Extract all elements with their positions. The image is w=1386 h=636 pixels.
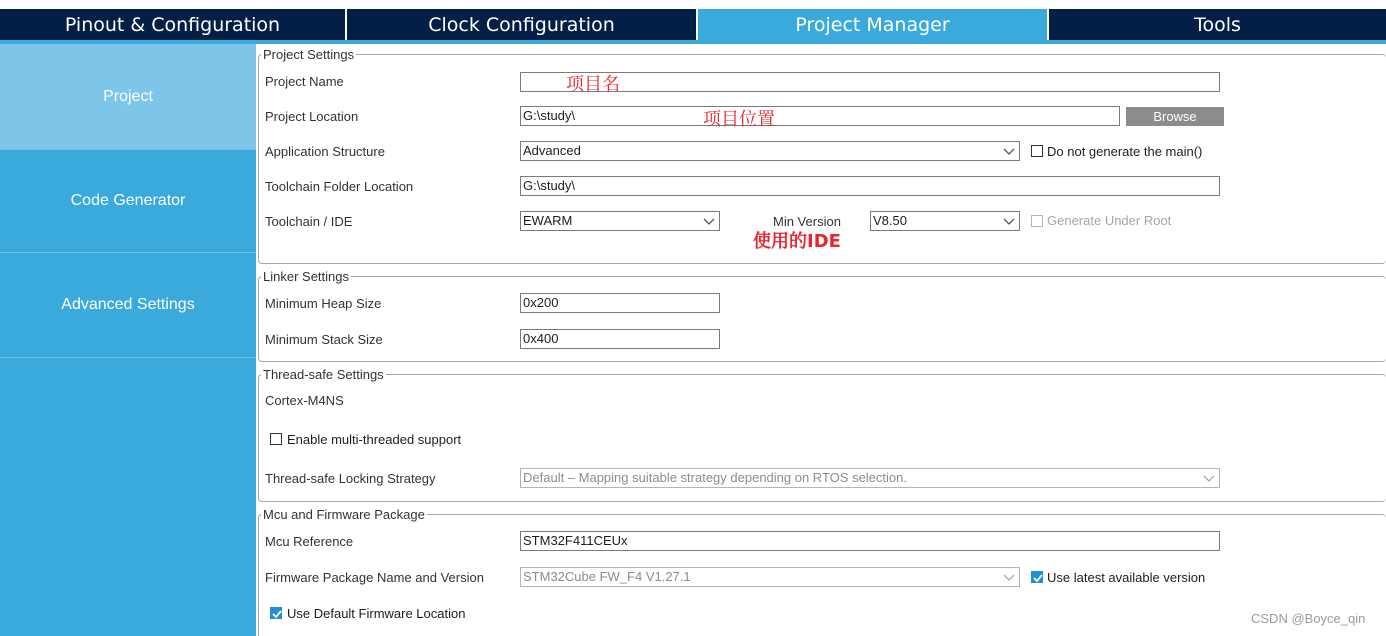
use-default-fw-checkbox[interactable]: [270, 607, 282, 619]
sidebar-item-advanced-settings[interactable]: [0, 253, 256, 358]
mcu-reference-label: Mcu Reference: [265, 534, 354, 549]
sidebar-item-project[interactable]: [0, 44, 256, 150]
chevron-down-icon: [1203, 472, 1215, 484]
chevron-down-icon: [1003, 145, 1015, 157]
multithread-checkbox[interactable]: [270, 433, 282, 445]
sidebar-item-code-generator[interactable]: [0, 150, 256, 253]
linker-settings-group: [258, 276, 1386, 362]
annotation-project-name: 项目名: [566, 74, 620, 95]
project-location-label: Project Location: [265, 109, 359, 124]
firmware-package-select[interactable]: [520, 567, 1020, 587]
use-latest-label: Use latest available version: [1047, 570, 1206, 585]
firmware-package-value: STM32Cube FW_F4 V1.27.1: [523, 569, 691, 584]
sidebar-item-label: Project: [103, 87, 153, 105]
thread-safe-settings-legend: Thread-safe Settings: [263, 367, 384, 382]
application-structure-label: Application Structure: [265, 144, 385, 159]
generate-under-root-checkbox[interactable]: [1031, 215, 1043, 227]
toolchain-ide-select[interactable]: [520, 211, 720, 231]
firmware-package-label: Firmware Package Name and Version: [265, 570, 484, 585]
min-version-select[interactable]: [870, 211, 1020, 231]
chevron-down-icon: [1003, 571, 1015, 583]
toolchain-folder-label: Toolchain Folder Location: [265, 179, 414, 194]
mcu-firmware-legend: Mcu and Firmware Package: [263, 507, 425, 522]
sidebar: [0, 44, 256, 636]
chevron-down-icon: [1003, 215, 1015, 227]
heap-size-input[interactable]: 0x200: [520, 293, 720, 313]
annotation-project-location: 项目位置: [703, 109, 775, 130]
toolchain-folder-input[interactable]: G:\study\: [520, 176, 1220, 196]
annotation-ide: 使用的IDE: [753, 231, 841, 252]
heap-size-label: Minimum Heap Size: [265, 296, 382, 311]
no-main-checkbox[interactable]: [1031, 145, 1043, 157]
top-tab-bar: [0, 0, 1386, 40]
min-version-label: Min Version: [773, 214, 841, 229]
application-structure-value: Advanced: [523, 143, 581, 158]
multithread-label: Enable multi-threaded support: [287, 432, 462, 447]
tab-tools[interactable]: Tools: [1049, 9, 1386, 40]
stack-size-input[interactable]: 0x400: [520, 329, 720, 349]
project-name-label: Project Name: [265, 74, 344, 89]
chevron-down-icon: [703, 215, 715, 227]
locking-strategy-value: Default – Mapping suitable strategy depending on RTOS selection.: [523, 470, 907, 485]
toolchain-ide-label: Toolchain / IDE: [265, 214, 353, 229]
mcu-reference-input[interactable]: STM32F411CEUx: [520, 531, 1220, 551]
min-version-value: V8.50: [873, 213, 907, 228]
use-default-fw-label: Use Default Firmware Location: [287, 606, 466, 621]
use-latest-checkbox[interactable]: [1031, 571, 1043, 583]
locking-strategy-select[interactable]: [520, 468, 1220, 488]
checkmark-icon: [1032, 572, 1044, 584]
browse-button[interactable]: Browse: [1126, 107, 1224, 126]
tab-clock-configuration[interactable]: Clock Configuration: [347, 9, 696, 40]
checkmark-icon: [271, 608, 283, 620]
linker-settings-legend: Linker Settings: [263, 269, 349, 284]
sidebar-item-label: Code Generator: [70, 192, 186, 209]
tab-pinout-configuration[interactable]: Pinout & Configuration: [0, 9, 345, 40]
toolchain-ide-value: EWARM: [523, 213, 573, 228]
watermark: CSDN @Boyce_qin: [1251, 611, 1366, 626]
project-settings-legend: Project Settings: [263, 47, 355, 62]
locking-strategy-label: Thread-safe Locking Strategy: [265, 471, 436, 486]
no-main-label: Do not generate the main(): [1047, 144, 1203, 159]
application-structure-select[interactable]: [520, 141, 1020, 161]
stack-size-label: Minimum Stack Size: [265, 332, 383, 347]
tab-project-manager[interactable]: Project Manager: [698, 9, 1047, 40]
project-location-input[interactable]: G:\study\: [520, 106, 1120, 126]
sidebar-item-label: Advanced Settings: [61, 296, 195, 313]
project-name-input[interactable]: [520, 72, 1220, 92]
generate-under-root-label: Generate Under Root: [1047, 213, 1172, 228]
core-name: Cortex-M4NS: [265, 393, 344, 408]
